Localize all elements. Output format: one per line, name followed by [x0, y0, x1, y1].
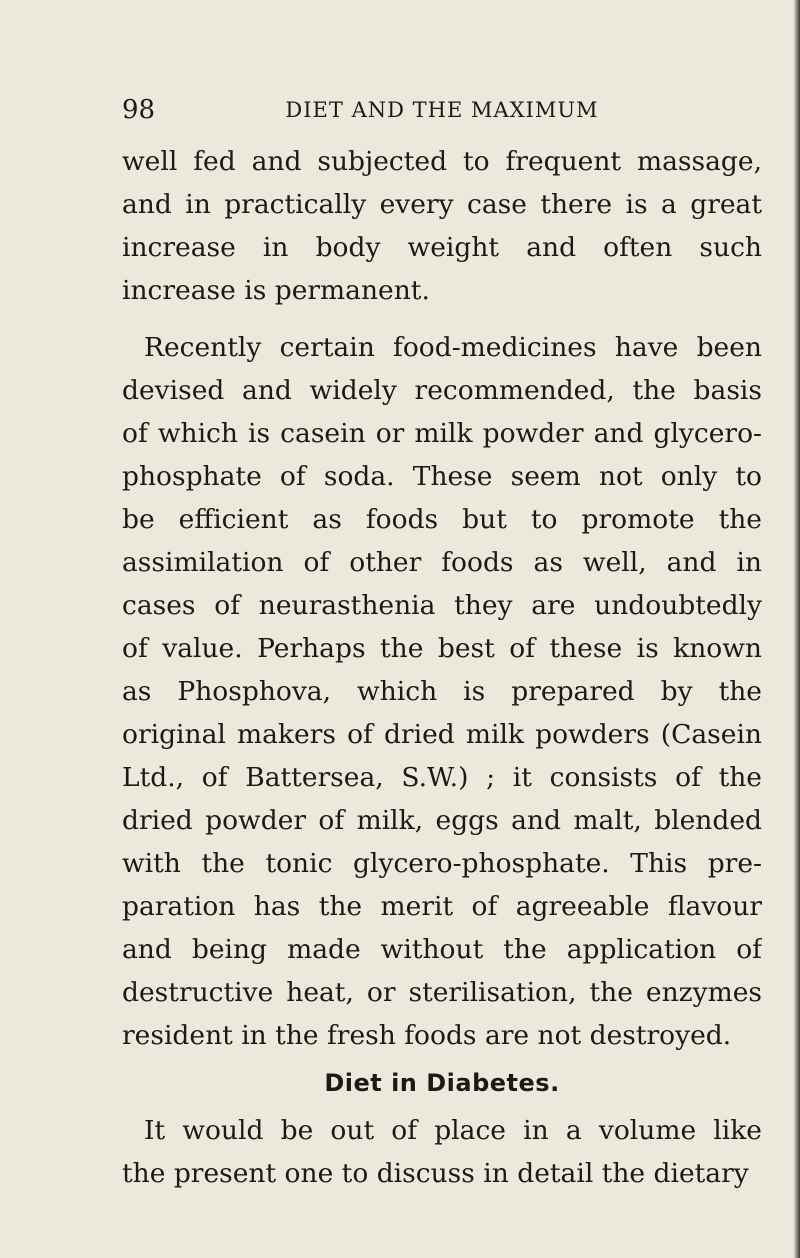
text-line: Ltd., of Battersea, S.W.) ; it consists of the: [122, 762, 762, 793]
section-heading: Diet in Diabetes.: [324, 1069, 560, 1097]
text-line: Recently certain food-medicines have been: [144, 332, 762, 363]
text-line: cases of neurasthenia they are undoubtedly: [122, 590, 762, 621]
paragraph-3: [122, 1109, 762, 1195]
text-line: It would be out of place in a volume like: [144, 1115, 762, 1146]
text-line: original makers of dried milk powders (Casein: [122, 719, 762, 750]
page-edge-shadow: [794, 0, 800, 1258]
running-head: DIET AND THE MAXIMUM: [285, 98, 599, 122]
text-line: of which is casein or milk powder and glycero-: [122, 418, 762, 449]
text-line: with the tonic glycero-phosphate. This pre-: [122, 848, 762, 879]
text-line: increase in body weight and often such: [122, 232, 762, 263]
text-line: and being made without the application of: [122, 934, 762, 965]
text-line: resident in the fresh foods are not destroyed.: [122, 1020, 732, 1051]
text-line: dried powder of milk, eggs and malt, blended: [122, 805, 762, 836]
page-header: [122, 92, 762, 128]
text-line: of value. Perhaps the best of these is known: [122, 633, 762, 664]
text-line: and in practically every case there is a great: [122, 189, 762, 220]
body-text: [122, 140, 762, 1195]
text-line: well fed and subjected to frequent massage,: [122, 146, 762, 177]
text-line: phosphate of soda. These seem not only to: [122, 461, 762, 492]
text-line: destructive heat, or sterilisation, the enzymes: [122, 977, 762, 1008]
text-line: increase is permanent.: [122, 275, 430, 306]
text-line: assimilation of other foods as well, and in: [122, 547, 762, 578]
text-line: as Phosphova, which is prepared by the: [122, 676, 762, 707]
text-line: devised and widely recommended, the basis: [122, 375, 762, 406]
paragraph-2: [122, 326, 762, 1057]
text-line: paration has the merit of agreeable flavour: [122, 891, 762, 922]
page-number: 98: [122, 95, 156, 125]
text-line: the present one to discuss in detail the dietary: [122, 1158, 749, 1189]
text-line: be efficient as foods but to promote the: [122, 504, 762, 535]
paragraph-1: [122, 140, 762, 312]
